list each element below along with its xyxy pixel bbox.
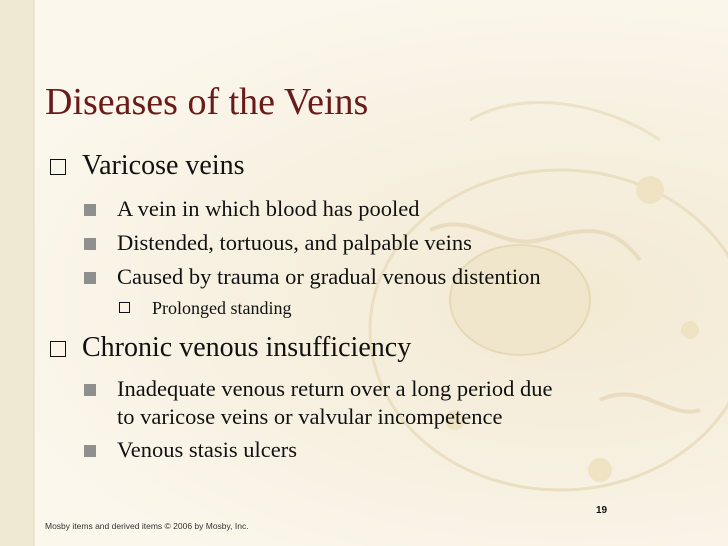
left-edge-band [0, 0, 34, 546]
organelle [588, 458, 612, 482]
page-number: 19 [596, 505, 608, 516]
solid-square-bullet-icon [84, 272, 96, 284]
cell-membrane-fold [470, 103, 660, 140]
solid-square-bullet-icon [84, 445, 96, 457]
bullet-text: A vein in which blood has pooled [117, 196, 420, 221]
bullet-text: Inadequate venous return over a long period due [117, 376, 553, 401]
bullet-text: Prolonged standing [152, 298, 292, 318]
bullet-text: Venous stasis ulcers [117, 437, 297, 462]
slide-title: Diseases of the Veins [45, 81, 369, 123]
organelle [681, 321, 699, 339]
solid-square-bullet-icon [84, 238, 96, 250]
cell-nucleus [450, 245, 590, 355]
bullet-text: Varicose veins [82, 150, 245, 181]
bullet-text: Chronic venous insufficiency [82, 332, 412, 363]
hollow-square-bullet-icon [50, 159, 66, 175]
hollow-square-bullet-icon [119, 302, 130, 313]
solid-square-bullet-icon [84, 204, 96, 216]
bullet-text: Distended, tortuous, and palpable veins [117, 230, 472, 255]
copyright-footer: Mosby items and derived items © 2006 by Mosby, Inc. [45, 521, 249, 531]
hollow-square-bullet-icon [50, 341, 66, 357]
bullet-text-continuation: to varicose veins or valvular incompetence [117, 404, 503, 429]
solid-square-bullet-icon [84, 384, 96, 396]
bullet-text: Caused by trauma or gradual venous distention [117, 264, 541, 289]
cell-membrane-fold [600, 394, 700, 411]
organelle [636, 176, 664, 204]
